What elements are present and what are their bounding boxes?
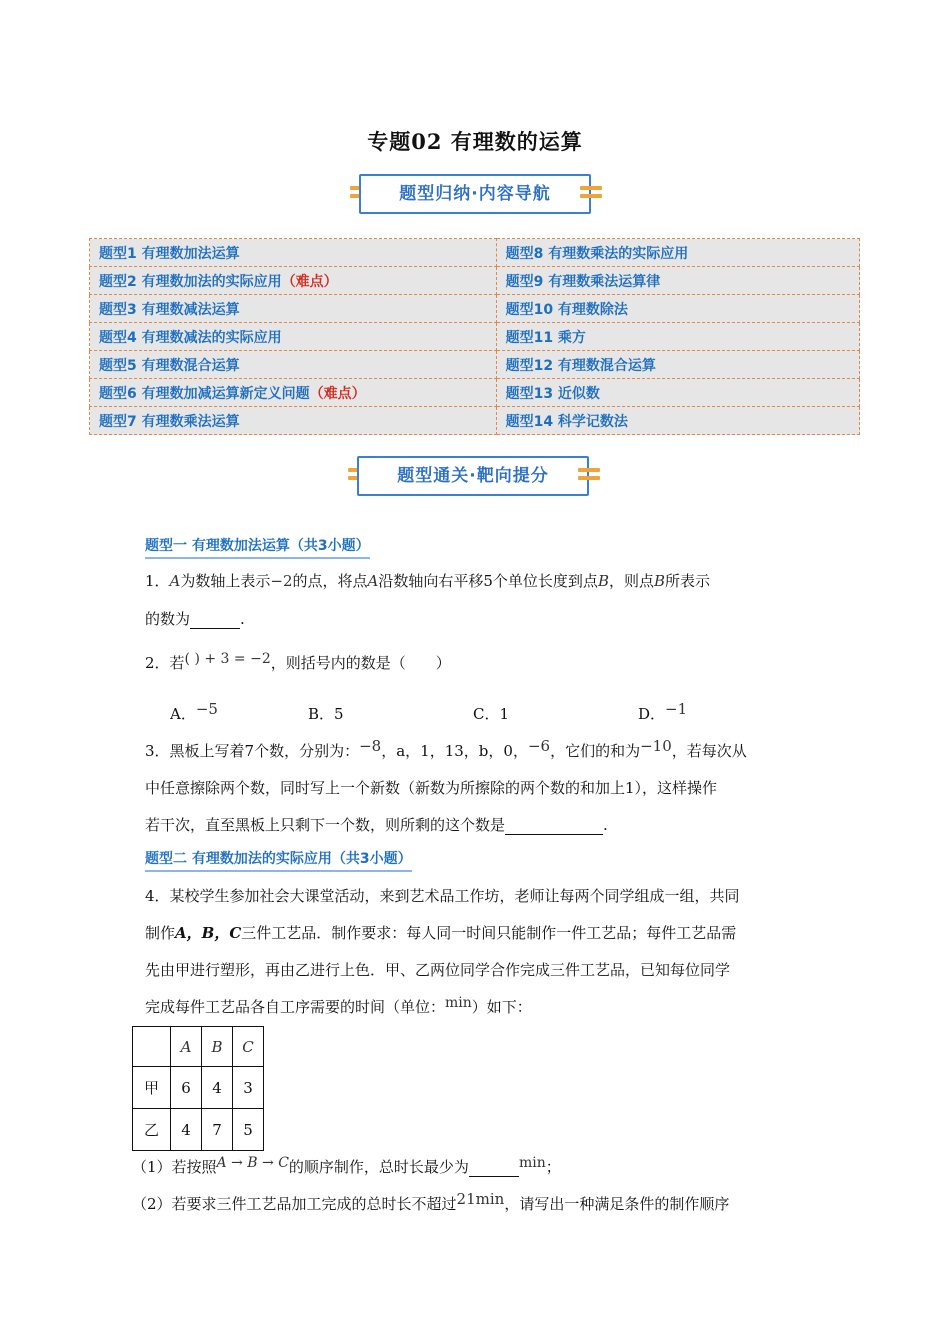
text: （2）若要求三件工艺品加工完成的总时长不超过 [132, 1195, 457, 1213]
table-cell: 3 [233, 1067, 264, 1109]
math-value: −2 [270, 572, 293, 590]
question-2-stem [145, 652, 451, 673]
toc-item[interactable] [90, 267, 497, 295]
toc-item[interactable] [496, 295, 859, 323]
text: （1）若按照 [132, 1158, 217, 1176]
option-a[interactable] [170, 700, 308, 724]
math-expression: ( ) + 3 = −2 [184, 651, 271, 667]
toc-item-label: 题型2 有理数加法的实际应用 [99, 273, 282, 290]
equals-icon [580, 186, 602, 202]
text: . [603, 816, 608, 834]
math-value: 21min [456, 1190, 505, 1208]
math-value: −6 [527, 737, 551, 755]
question-4-line-2 [145, 922, 736, 943]
option-label: B． [308, 705, 335, 723]
section-heading: 题型二 有理数加法的实际应用（共3小题） [145, 848, 412, 872]
text: 三件工艺品．制作要求：每人同一时间只能制作一件工艺品；每件工艺品需 [241, 924, 737, 942]
question-4-line-1: 4．某校学生参加社会大课堂活动，来到艺术品工作坊，老师让每两个同学组成一组，共同 [145, 887, 740, 905]
question-4-part-1 [132, 1156, 561, 1177]
math-var: A [367, 572, 379, 590]
section-heading: 题型一 有理数加法运算（共3小题） [145, 535, 370, 559]
table-header-cell: B [202, 1027, 233, 1067]
answer-blank[interactable] [505, 817, 603, 835]
toc-item[interactable] [90, 295, 497, 323]
text: 的数为 [145, 610, 191, 628]
question-4-line-4 [145, 996, 532, 1017]
toc-item-label: 题型4 有理数减法的实际应用 [99, 329, 282, 346]
question-3-line-3 [145, 814, 608, 835]
math-sequence: A → B → C [216, 1155, 289, 1171]
table-cell: 6 [171, 1067, 202, 1109]
text: 沿数轴向右平移5个单位长度到点 [378, 572, 598, 590]
text: ，则点 [608, 572, 654, 590]
option-b[interactable] [308, 703, 473, 724]
toc-item-label: 题型7 有理数乘法运算 [99, 413, 240, 430]
question-2-options [170, 700, 688, 724]
option-c[interactable] [473, 703, 638, 724]
text: . [240, 610, 245, 628]
option-label: D． [638, 705, 666, 723]
text: 制作 [145, 924, 176, 942]
question-number: 2．若 [145, 654, 185, 672]
table-cell: 乙 [133, 1109, 171, 1151]
table-cell [133, 1027, 171, 1067]
table-header-cell: A [171, 1027, 202, 1067]
toc-banner [0, 174, 950, 218]
math-vars: A，B，C [175, 924, 242, 942]
equals-icon [578, 468, 600, 484]
math-value: −8 [359, 737, 382, 755]
text: ； [545, 1158, 561, 1176]
toc-item-label: 题型9 有理数乘法运算律 [505, 273, 661, 290]
toc-item[interactable] [496, 267, 859, 295]
toc-item-label: 题型12 有理数混合运算 [505, 357, 656, 374]
option-value: −5 [195, 700, 218, 718]
table-header-cell: C [233, 1027, 264, 1067]
text: 若干次，直至黑板上只剩下一个数，则所剩的这个数是 [145, 816, 506, 834]
table-cell: 4 [171, 1109, 202, 1151]
practice-banner-label: 题型通关·靶向提分 [357, 456, 589, 496]
toc-item[interactable] [90, 323, 497, 351]
toc-row [90, 295, 860, 323]
toc-item-label: 题型8 有理数乘法的实际应用 [505, 245, 689, 262]
table-cell: 7 [202, 1109, 233, 1151]
math-var: B [597, 572, 609, 590]
toc-row [90, 379, 860, 407]
option-value: 1 [499, 705, 510, 723]
option-value: −1 [665, 700, 688, 718]
difficulty-tag: （难点） [309, 385, 366, 402]
text: 3．黑板上写着7个数，分别为： [145, 742, 360, 760]
text: 完成每件工艺品各自工序需要的时间（单位： [145, 998, 446, 1016]
math-var: B [653, 572, 666, 590]
answer-blank[interactable] [190, 611, 240, 629]
toc-item-label: 题型14 科学记数法 [505, 413, 628, 430]
unit: min [518, 1155, 546, 1171]
toc-item[interactable] [496, 239, 859, 267]
question-4-line-3: 先由甲进行塑形，再由乙进行上色．甲、乙两位同学合作完成三件工艺品，已知每位同学 [145, 961, 731, 979]
toc-row [90, 351, 860, 379]
text: 为数轴上表示 [180, 572, 271, 590]
text: 的顺序制作，总时长最少为 [288, 1158, 469, 1176]
toc-row [90, 239, 860, 267]
toc-item[interactable] [496, 407, 859, 435]
text: ，它们的和为 [550, 742, 641, 760]
difficulty-tag: （难点） [281, 273, 338, 290]
toc-item[interactable] [90, 351, 497, 379]
text: ，则括号内的数是（ ） [270, 654, 451, 672]
page-title: 专题02 有理数的运算 [367, 129, 583, 154]
table-cell: 甲 [133, 1067, 171, 1109]
toc-row [90, 407, 860, 435]
math-value: −10 [640, 737, 672, 755]
text: 的点，将点 [292, 572, 368, 590]
toc-item-label: 题型10 有理数除法 [505, 301, 628, 318]
math-var: A [169, 572, 181, 590]
table-row [133, 1109, 264, 1151]
answer-blank[interactable] [469, 1159, 519, 1177]
question-1-line-2 [145, 608, 245, 629]
table-row [133, 1067, 264, 1109]
toc-banner-label: 题型归纳·内容导航 [359, 174, 591, 214]
text: ）如下： [471, 998, 532, 1016]
question-1-line-1 [145, 570, 710, 591]
toc-item[interactable] [90, 407, 497, 435]
text: ，a，1，13，b，0， [381, 742, 528, 760]
table-header-row [133, 1027, 264, 1067]
toc-item[interactable] [496, 379, 859, 407]
toc-item[interactable] [90, 239, 497, 267]
option-label: A． [170, 705, 196, 723]
option-d[interactable] [638, 700, 688, 724]
toc-row [90, 267, 860, 295]
unit: min [445, 995, 472, 1011]
table-cell: 4 [202, 1067, 233, 1109]
practice-banner [0, 456, 950, 500]
question-3-line-1 [145, 737, 747, 761]
toc-item[interactable] [496, 323, 859, 351]
text: ，请写出一种满足条件的制作顺序 [504, 1195, 730, 1213]
toc-item-label: 题型6 有理数加减运算新定义问题 [99, 385, 310, 402]
option-label: C． [473, 705, 500, 723]
toc-row [90, 323, 860, 351]
time-table [132, 1026, 264, 1151]
option-value: 5 [334, 705, 344, 723]
toc-item-label: 题型13 近似数 [505, 385, 600, 402]
text: 所表示 [665, 572, 711, 590]
toc-item-label: 题型11 乘方 [505, 329, 586, 346]
question-number: 1． [145, 572, 170, 590]
toc-item-label: 题型5 有理数混合运算 [99, 357, 240, 374]
toc-item[interactable] [90, 379, 497, 407]
question-3-line-2: 中任意擦除两个数，同时写上一个新数（新数为所擦除的两个数的和加上1），这样操作 [145, 779, 718, 797]
text: ，若每次从 [671, 742, 747, 760]
toc-item[interactable] [496, 351, 859, 379]
toc-item-label: 题型1 有理数加法运算 [99, 245, 240, 262]
question-4-part-2 [132, 1190, 730, 1214]
toc-item-label: 题型3 有理数减法运算 [99, 301, 240, 318]
toc-table [89, 238, 860, 435]
table-cell: 5 [233, 1109, 264, 1151]
